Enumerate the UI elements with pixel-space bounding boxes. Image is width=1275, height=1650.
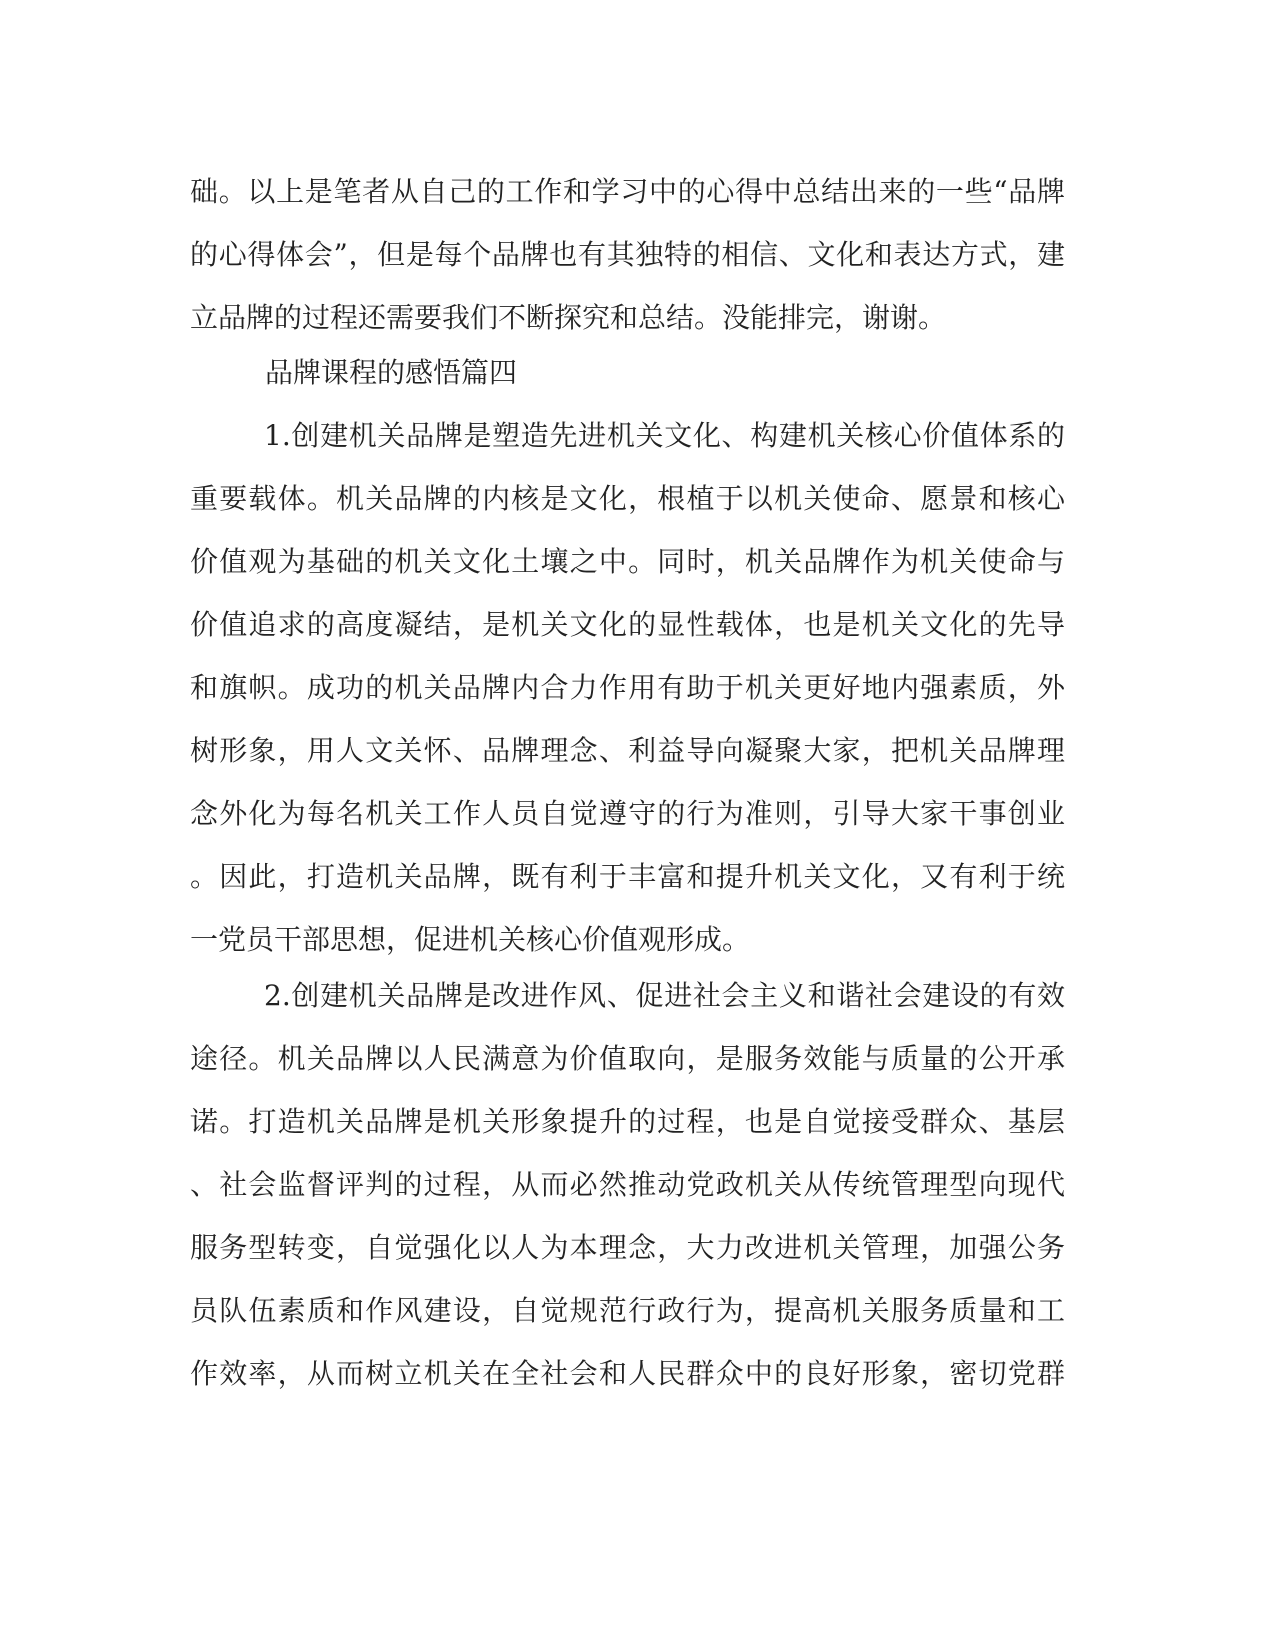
paragraph-1 bbox=[190, 404, 1065, 971]
paragraph-line: 价值追求的高度凝结，是机关文化的显性载体，也是机关文化的先导 bbox=[190, 608, 1065, 641]
paragraph-line: 立品牌的过程还需要我们不断探究和总结。没能排完，谢谢。 bbox=[190, 301, 947, 334]
paragraph-line: 、社会监督评判的过程，从而必然推动党政机关从传统管理型向现代 bbox=[190, 1168, 1065, 1201]
paragraph-line: 服务型转变，自觉强化以人为本理念，大力改进机关管理，加强公务 bbox=[190, 1231, 1065, 1264]
paragraph-line: 一党员干部思想，促进机关核心价值观形成。 bbox=[190, 923, 751, 956]
paragraph-line: 和旗帜。成功的机关品牌内合力作用有助于机关更好地内强素质，外 bbox=[190, 671, 1065, 704]
paragraph-line: 作效率，从而树立机关在全社会和人民群众中的良好形象，密切党群 bbox=[190, 1357, 1065, 1390]
paragraph-2 bbox=[190, 964, 1065, 1405]
paragraph-line: 念外化为每名机关工作人员自觉遵守的行为准则，引导大家干事创业 bbox=[190, 797, 1065, 830]
paragraph-line: 价值观为基础的机关文化土壤之中。同时，机关品牌作为机关使命与 bbox=[190, 545, 1065, 578]
continued-paragraph bbox=[190, 160, 1065, 349]
paragraph-line: 诺。打造机关品牌是机关形象提升的过程，也是自觉接受群众、基层 bbox=[190, 1105, 1065, 1138]
paragraph-line: 2.创建机关品牌是改进作风、促进社会主义和谐社会建设的有效 bbox=[264, 979, 1065, 1012]
section-heading: 品牌课程的感悟篇四 bbox=[265, 356, 518, 389]
paragraph-line: 1.创建机关品牌是塑造先进机关文化、构建机关核心价值体系的 bbox=[264, 419, 1065, 452]
paragraph-line: 树形象，用人文关怀、品牌理念、利益导向凝聚大家，把机关品牌理 bbox=[190, 734, 1065, 767]
paragraph-line: 的心得体会”，但是每个品牌也有其独特的相信、文化和表达方式，建 bbox=[190, 238, 1065, 271]
paragraph-line: 重要载体。机关品牌的内核是文化，根植于以机关使命、愿景和核心 bbox=[190, 482, 1065, 515]
paragraph-line: 途径。机关品牌以人民满意为价值取向，是服务效能与质量的公开承 bbox=[190, 1042, 1065, 1075]
paragraph-line: 员队伍素质和作风建设，自觉规范行政行为，提高机关服务质量和工 bbox=[190, 1294, 1065, 1327]
paragraph-line: 。因此，打造机关品牌，既有利于丰富和提升机关文化，又有利于统 bbox=[190, 860, 1065, 893]
paragraph-line: 础。以上是笔者从自己的工作和学习中的心得中总结出来的一些“品牌 bbox=[190, 175, 1065, 208]
